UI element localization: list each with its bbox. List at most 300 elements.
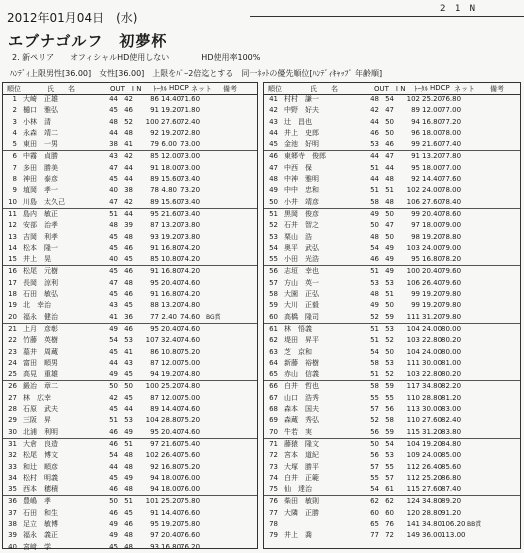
cell-gross: 79 — [150, 140, 159, 149]
cell-in: 48 — [385, 175, 394, 184]
cell-net: 73.00 — [180, 163, 201, 172]
cell-gross: 104 — [406, 439, 420, 448]
cell-hdcp: 36.00 — [422, 531, 443, 540]
cell-hdcp: 20.40 — [161, 531, 182, 540]
cell-name: 和辻 順彦 — [23, 462, 58, 471]
table-row — [3, 530, 257, 541]
cell-gross: 100 — [406, 267, 420, 276]
cell-out: 45 — [109, 106, 118, 115]
cell-out: 51 — [370, 336, 379, 345]
cell-in: 54 — [385, 95, 394, 103]
table-row — [264, 415, 520, 426]
cell-out: 45 — [109, 267, 118, 276]
cell-out: 45 — [109, 175, 118, 184]
cell-in: 49 — [124, 427, 133, 436]
cell-name: 白井 哲也 — [284, 382, 319, 391]
cell-name: 樋口 雅弘 — [23, 106, 58, 115]
cell-hdcp: 18.00 — [161, 485, 182, 494]
table-row — [264, 220, 520, 231]
cell-name: 松尾 元樹 — [23, 267, 58, 276]
header-name: 氏 名 — [310, 85, 338, 93]
cell-gross: 92 — [150, 462, 159, 471]
cell-net: 89.20 — [441, 497, 462, 506]
cell-hdcp: 22.80 — [422, 336, 443, 345]
cell-out: 56 — [370, 451, 379, 460]
cell-out: 50 — [109, 382, 118, 391]
cell-in: 51 — [385, 186, 394, 195]
cell-out: 54 — [109, 336, 118, 345]
cell-hdcp: 30.00 — [422, 358, 443, 367]
cell-name: 松村 明義 — [23, 473, 58, 482]
table-row — [3, 347, 257, 358]
cell-in: 62 — [385, 497, 394, 506]
cell-rank: 8 — [12, 175, 17, 184]
cell-gross: 97 — [150, 531, 159, 540]
cell-net: 76.20 — [180, 542, 201, 551]
cell-name: 方山 英一 — [284, 278, 319, 287]
cell-rank: 39 — [8, 531, 17, 540]
cell-rank: 4 — [12, 128, 17, 137]
table-row — [264, 94, 520, 105]
cell-name: 黒岡 俊彦 — [284, 209, 319, 218]
cell-rank: 73 — [269, 462, 278, 471]
cell-rank: 68 — [269, 405, 278, 414]
cell-rank: 13 — [8, 232, 17, 241]
cell-name: 堤田 昇平 — [284, 336, 319, 345]
cell-rank: 32 — [8, 451, 17, 460]
cell-name: 鍛冶 章二 — [23, 382, 58, 391]
header-outin: OUT I N — [374, 85, 406, 93]
cell-hdcp: 26.40 — [422, 278, 443, 287]
cell-hdcp: 27.60 — [422, 416, 443, 425]
cell-name: 井上 喬 — [284, 531, 312, 540]
cell-rank: 34 — [8, 473, 17, 482]
cell-in: 60 — [385, 508, 394, 517]
cell-out: 65 — [370, 519, 379, 528]
cell-name: 中霧 貞勝 — [23, 152, 58, 161]
cell-hdcp: 6.00 — [161, 140, 177, 149]
cell-name: 福永 義正 — [23, 531, 58, 540]
cell-rank: 47 — [269, 163, 278, 172]
cell-out: 43 — [109, 301, 118, 310]
cell-name: 石田 敏弘 — [23, 290, 58, 299]
cell-rank: 36 — [8, 497, 17, 506]
cell-out: 51 — [370, 324, 379, 333]
cell-hdcp: 28.80 — [422, 508, 443, 517]
cell-gross: 91 — [150, 508, 159, 517]
cell-name: 川島 太久己 — [23, 197, 65, 206]
cell-name: 中神 雅明 — [284, 175, 319, 184]
table-row — [264, 427, 520, 439]
cell-hdcp: 20.40 — [161, 427, 182, 436]
cell-gross: 99 — [411, 140, 420, 149]
header-rule — [250, 16, 524, 17]
table-row — [3, 209, 257, 220]
results-table-right — [263, 82, 521, 549]
cell-rank: 57 — [269, 278, 278, 287]
table-row — [3, 519, 257, 530]
header-gross: ﾄｰﾀﾙ — [153, 85, 167, 93]
cell-rank: 77 — [269, 508, 278, 517]
cell-name: 小田 光浩 — [284, 255, 319, 264]
cell-hdcp: 20.40 — [422, 209, 443, 218]
cell-out: 51 — [109, 416, 118, 425]
cell-in: 50 — [385, 347, 394, 356]
cell-rank: 3 — [12, 117, 17, 126]
cell-name: 神田 泰彦 — [23, 175, 58, 184]
table-row — [3, 220, 257, 231]
cell-net: 87.40 — [441, 485, 462, 494]
cell-out: 55 — [370, 473, 379, 482]
cell-net: 76.00 — [180, 485, 201, 494]
table-row — [3, 496, 257, 507]
cell-name: 北 幸治 — [23, 301, 51, 310]
cell-rank: 58 — [269, 290, 278, 299]
table-row — [3, 381, 257, 392]
cell-name: 小井 靖彦 — [284, 197, 319, 206]
cell-rank: 33 — [8, 462, 17, 471]
cell-in: 46 — [124, 324, 133, 333]
table-row — [264, 335, 520, 346]
cell-out: 58 — [370, 382, 379, 391]
cell-rank: 71 — [269, 439, 278, 448]
cell-net: 78.40 — [441, 197, 462, 206]
cell-net: 75.60 — [180, 451, 201, 460]
cell-net: 79.80 — [441, 301, 462, 310]
cell-out: 77 — [370, 531, 379, 540]
cell-hdcp: 28.80 — [422, 393, 443, 402]
cell-gross: 103 — [406, 336, 420, 345]
cell-in: 45 — [124, 255, 133, 264]
header-net: ネット — [454, 85, 475, 93]
cell-name: 墓井 周蔵 — [23, 347, 58, 356]
cell-net: 83.80 — [441, 427, 462, 436]
table-row — [3, 94, 257, 105]
cell-in: 44 — [385, 163, 394, 172]
cell-net: 74.20 — [180, 243, 201, 252]
cell-in: 46 — [385, 140, 394, 149]
cell-net: 77.20 — [441, 117, 462, 126]
cell-rank: 69 — [269, 416, 278, 425]
cell-rank: 18 — [8, 290, 17, 299]
cell-rank: 65 — [269, 370, 278, 379]
cell-gross: 94 — [150, 370, 159, 379]
cell-in: 49 — [385, 255, 394, 264]
table-row — [264, 381, 520, 392]
cell-hdcp: 32.40 — [161, 336, 182, 345]
cell-rank: 66 — [269, 382, 278, 391]
table-row — [3, 300, 257, 311]
header-net: ネット — [191, 85, 212, 93]
cell-out: 43 — [109, 152, 118, 161]
table-row — [264, 530, 520, 541]
cell-rank: 29 — [8, 416, 17, 425]
table-row — [264, 232, 520, 243]
cell-name: 村村 謙一 — [284, 95, 319, 103]
cell-net: 77.80 — [441, 152, 462, 161]
table-row — [264, 278, 520, 289]
cell-hdcp: 4.80 — [161, 186, 177, 195]
table-row — [3, 404, 257, 415]
cell-out: 57 — [370, 462, 379, 471]
cell-out: 54 — [109, 451, 118, 460]
cell-rank: 70 — [269, 427, 278, 436]
table-row — [264, 484, 520, 496]
cell-rank: 1 — [12, 95, 17, 103]
cell-rank: 11 — [8, 209, 17, 218]
cell-net: 73.40 — [180, 175, 201, 184]
cell-gross: 110 — [406, 393, 420, 402]
cell-out: 41 — [109, 312, 118, 321]
table-row — [3, 324, 257, 335]
cell-gross: 99 — [411, 209, 420, 218]
cell-out: 46 — [109, 427, 118, 436]
cell-in: 48 — [124, 542, 133, 551]
cell-out: 60 — [370, 508, 379, 517]
cell-in: 50 — [124, 382, 133, 391]
cell-rank: 62 — [269, 336, 278, 345]
cell-hdcp: 13.20 — [422, 152, 443, 161]
table-row — [3, 105, 257, 116]
cell-out: 45 — [109, 542, 118, 551]
cell-in: 76 — [385, 519, 394, 528]
cell-rank: 78 — [269, 519, 278, 528]
cell-gross: 111 — [406, 312, 420, 321]
cell-net: 73.40 — [180, 197, 201, 206]
cell-name: 高見 重雄 — [23, 370, 58, 379]
cell-net: 73.20 — [180, 186, 201, 195]
cell-name: 埴岡 孝一 — [23, 186, 58, 195]
table-row — [3, 484, 257, 496]
table-row — [3, 358, 257, 369]
cell-in: 48 — [124, 531, 133, 540]
cell-net: 78.20 — [441, 255, 462, 264]
cell-name: 大倉 良造 — [23, 439, 58, 448]
cell-out: 48 — [109, 117, 118, 126]
cell-hdcp: 31.20 — [422, 312, 443, 321]
cell-name: 安部 治孝 — [23, 221, 58, 230]
cell-gross: 141 — [406, 519, 420, 528]
cell-out: 47 — [109, 278, 118, 287]
cell-hdcp: 14.40 — [161, 508, 182, 517]
cell-name: 奥平 武弘 — [284, 243, 319, 252]
cell-rank: 16 — [8, 267, 17, 276]
cell-in: 47 — [385, 221, 394, 230]
handicap-note: ﾊﾝﾃﾞｨ上限男性[36.00] 女性[36.00] 上限をﾊﾟｰ2倍迄とする 同一ﾈｯﾄの優先順位[ﾊﾝﾃﾞｨｷｬｯﾌﾟ 年齢順] — [10, 69, 383, 78]
cell-in: 48 — [124, 462, 133, 471]
cell-hdcp: 19.20 — [161, 370, 182, 379]
cell-name: 島内 敏正 — [23, 209, 58, 218]
cell-out: 48 — [370, 290, 379, 299]
cell-out: 48 — [370, 95, 379, 103]
scoring-method: 2. 新ペリア オフィシャルHD使用しない HD使用率100% — [12, 53, 261, 62]
cell-net: 73.80 — [180, 221, 201, 230]
cell-out: 56 — [370, 427, 379, 436]
cell-hdcp: 20.40 — [422, 267, 443, 276]
cell-gross: 95 — [411, 163, 420, 172]
cell-name: 大園 正弘 — [284, 290, 319, 299]
cell-rank: 15 — [8, 255, 17, 264]
cell-gross: 99 — [411, 301, 420, 310]
cell-out: 45 — [109, 243, 118, 252]
cell-gross: 117 — [406, 382, 420, 391]
cell-out: 50 — [109, 497, 118, 506]
table-row — [3, 117, 257, 128]
cell-rank: 76 — [269, 497, 278, 506]
cell-net: 84.80 — [441, 439, 462, 448]
cell-out: 44 — [109, 95, 118, 103]
cell-rank: 52 — [269, 221, 278, 230]
cell-name: 林 広幸 — [23, 393, 51, 402]
cell-out: 45 — [109, 232, 118, 241]
cell-net: 76.00 — [180, 473, 201, 482]
cell-net: 75.80 — [180, 497, 201, 506]
cell-hdcp: 19.20 — [422, 290, 443, 299]
cell-net: 73.40 — [180, 209, 201, 218]
cell-gross: 104 — [145, 416, 159, 425]
cell-out: 40 — [109, 186, 118, 195]
cell-gross: 89 — [150, 197, 159, 206]
cell-net: 73.00 — [180, 152, 201, 161]
cell-out: 51 — [370, 186, 379, 195]
cell-out: 54 — [370, 347, 379, 356]
cell-rank: 9 — [12, 186, 17, 195]
cell-rank: 17 — [8, 278, 17, 287]
cell-rank: 44 — [269, 128, 278, 137]
cell-in: 54 — [385, 439, 394, 448]
cell-gross: 91 — [150, 243, 159, 252]
table-row — [264, 151, 520, 162]
cell-gross: 99 — [411, 290, 420, 299]
cell-out: 52 — [370, 312, 379, 321]
cell-hdcp: 12.00 — [161, 358, 182, 367]
cell-hdcp: 24.00 — [422, 243, 443, 252]
cell-net: 85.00 — [441, 451, 462, 460]
cell-note: BG賞 — [206, 313, 221, 321]
table-row — [3, 197, 257, 209]
table-row — [264, 358, 520, 369]
cell-rank: 59 — [269, 301, 278, 310]
table-row — [3, 542, 257, 553]
cell-in: 42 — [124, 95, 133, 103]
cell-net: 74.60 — [180, 324, 201, 333]
cell-net: 76.60 — [180, 508, 201, 517]
cell-rank: 79 — [269, 531, 278, 540]
cell-name: 多田 勝美 — [23, 163, 58, 172]
table-row — [264, 128, 520, 139]
cell-gross: 106 — [406, 197, 420, 206]
cell-in: 38 — [124, 186, 133, 195]
cell-name: 牛若 実 — [284, 427, 312, 436]
cell-rank: 14 — [8, 243, 17, 252]
cell-name: 東郷寺 俊郎 — [284, 152, 326, 161]
cell-net: 75.00 — [180, 358, 201, 367]
table-row — [264, 139, 520, 151]
table-row — [264, 393, 520, 404]
cell-net: 79.60 — [441, 278, 462, 287]
cell-name: 長岡 涼利 — [23, 278, 58, 287]
table-row — [3, 508, 257, 519]
cell-hdcp: 19.20 — [161, 519, 182, 528]
cell-rank: 23 — [8, 347, 17, 356]
cell-hdcp: 26.40 — [422, 462, 443, 471]
cell-note: BB賞 — [467, 520, 482, 528]
table-row — [264, 289, 520, 300]
cell-hdcp: 18.00 — [161, 163, 182, 172]
cell-in: 51 — [124, 439, 133, 448]
table-row — [3, 151, 257, 162]
cell-gross: 149 — [406, 531, 420, 540]
table-row — [3, 369, 257, 381]
page-number: 2 1 N — [440, 4, 478, 14]
cell-hdcp: 14.40 — [422, 175, 443, 184]
cell-net: 80.20 — [441, 336, 462, 345]
cell-gross: 103 — [406, 370, 420, 379]
cell-in: 48 — [124, 278, 133, 287]
table-row — [264, 473, 520, 484]
cell-name: 中中 忠和 — [284, 186, 319, 195]
cell-out: 51 — [109, 209, 118, 218]
cell-net: 73.80 — [180, 232, 201, 241]
cell-net: 74.60 — [180, 336, 201, 345]
cell-gross: 85 — [150, 152, 159, 161]
cell-gross: 120 — [406, 508, 420, 517]
cell-name: 赤山 信義 — [284, 370, 319, 379]
header-remark: 備考 — [490, 85, 504, 93]
cell-gross: 103 — [406, 243, 420, 252]
cell-in: 44 — [124, 405, 133, 414]
cell-net: 78.00 — [441, 186, 462, 195]
table-row — [264, 462, 520, 473]
cell-name: 松尾 博文 — [23, 451, 58, 460]
cell-hdcp: 24.00 — [422, 347, 443, 356]
cell-hdcp: 26.40 — [161, 451, 182, 460]
table-row — [3, 450, 257, 461]
cell-rank: 50 — [269, 197, 278, 206]
cell-net: 76.60 — [180, 531, 201, 540]
cell-net: 74.80 — [180, 301, 201, 310]
cell-gross: 115 — [406, 485, 420, 494]
cell-out: 44 — [370, 117, 379, 126]
cell-net: 71.80 — [180, 106, 201, 115]
cell-net: 75.20 — [180, 416, 201, 425]
cell-gross: 89 — [150, 175, 159, 184]
cell-name: 林 悟義 — [284, 324, 312, 333]
cell-gross: 106 — [406, 278, 420, 287]
table-row — [264, 347, 520, 358]
cell-out: 44 — [109, 462, 118, 471]
cell-net: 81.00 — [441, 358, 462, 367]
cell-in: 51 — [124, 497, 133, 506]
cell-net: 78.00 — [441, 128, 462, 137]
cell-out: 49 — [109, 324, 118, 333]
cell-hdcp: 12.00 — [422, 106, 443, 115]
cell-net: 81.20 — [441, 393, 462, 402]
header-hdcp: HDCP — [430, 84, 450, 92]
cell-out: 49 — [370, 301, 379, 310]
cell-in: 50 — [385, 209, 394, 218]
cell-rank: 75 — [269, 485, 278, 494]
table-row — [264, 508, 520, 519]
table-row — [264, 312, 520, 324]
cell-hdcp: 20.40 — [161, 278, 182, 287]
table-row — [3, 427, 257, 439]
cell-gross: 91 — [150, 267, 159, 276]
cell-net: 83.00 — [441, 405, 462, 414]
cell-hdcp: 25.20 — [422, 95, 443, 103]
cell-out: 45 — [109, 473, 118, 482]
cell-gross: 95 — [150, 427, 159, 436]
